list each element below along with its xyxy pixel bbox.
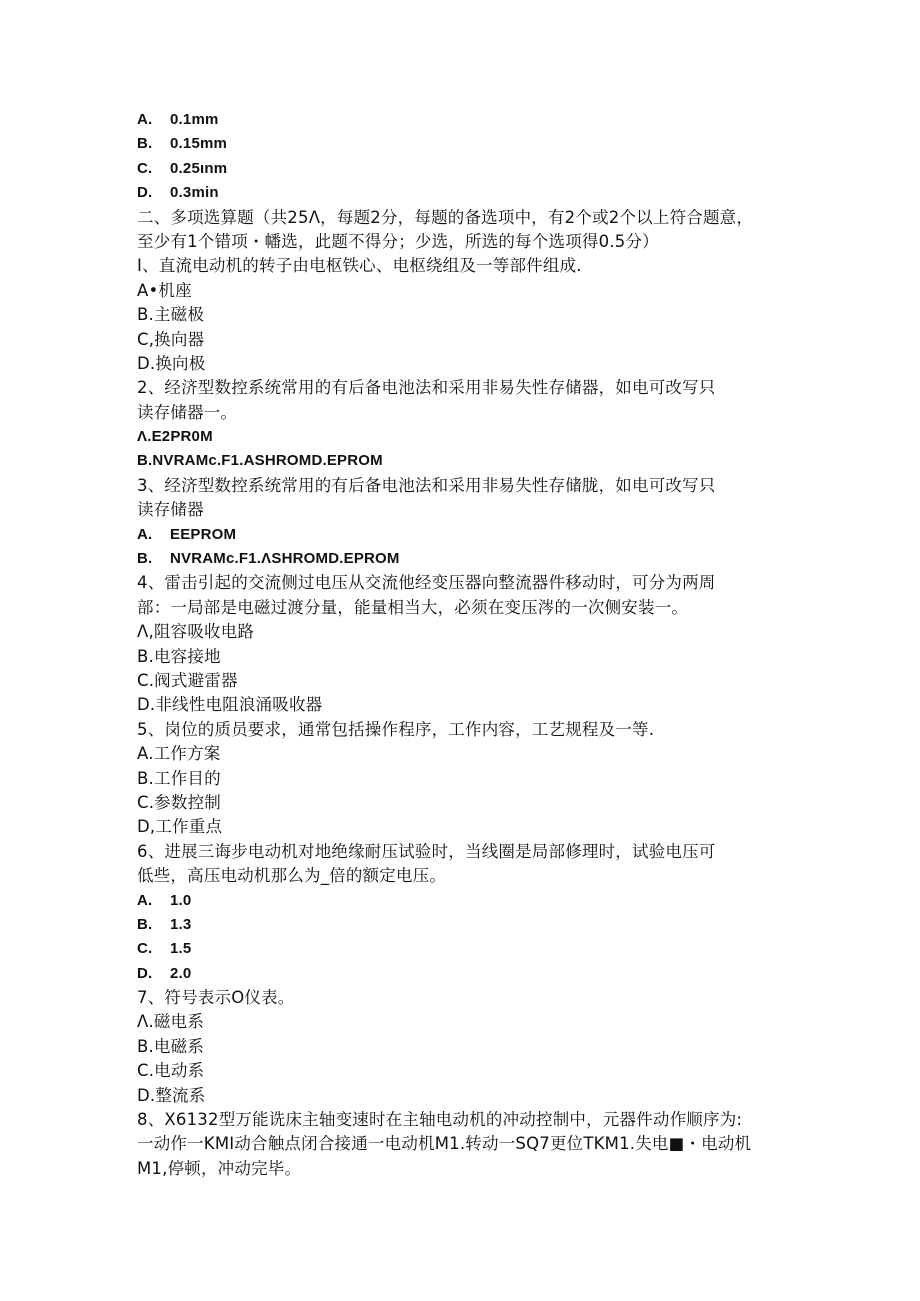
option-line: D.换向极 — [137, 353, 206, 373]
document-page — [137, 108, 787, 1181]
option-text: 0.3min — [170, 184, 219, 202]
question-2: 2、经济型数控系统常用的有后备电池法和采用非易失性存储器，如电可改写只 — [137, 378, 716, 398]
option-letter: D. — [137, 964, 153, 982]
option-letter: A. — [137, 111, 153, 128]
question-4-cont: 部：一局部是电磁过渡分量，能量相当大，必须在变压涔的一次侧安装一。 — [137, 597, 689, 617]
option-letter: B. — [137, 915, 153, 933]
question-8: 8、X6132型万能诜床主轴变速时在主轴电动机的冲动控制中，元器件动作顺序为: — [137, 1110, 743, 1130]
option-line — [137, 132, 787, 156]
option-line — [137, 157, 787, 181]
option-line: D,工作重点 — [137, 817, 223, 837]
option-line: B.电容接地 — [137, 646, 221, 666]
option-line: B.NVRAMc.F1.ASHROMD.EPROM — [137, 452, 383, 470]
question-6-cont: 低些，高压电动机那么为_倍的额定电压。 — [137, 866, 447, 886]
option-text: 0.15mm — [170, 135, 228, 153]
option-letter: C. — [137, 940, 153, 958]
option-text: 1.0 — [170, 891, 192, 909]
option-line: C.电动系 — [137, 1061, 205, 1081]
option-text: 1.3 — [170, 915, 192, 933]
question-8-cont: M1,停顿，冲动完毕。 — [137, 1158, 302, 1178]
option-letter: A. — [137, 525, 153, 543]
option-letter: B. — [137, 550, 153, 568]
option-letter: D. — [137, 184, 153, 202]
question-8-cont: 一动作一KMI动合触点闭合接通一电动机M1.转动一SQ7更位TKM1.失电■・电动机 — [137, 1134, 752, 1154]
section-heading-cont: 至少有1个错项・幡选，此题不得分；少选，所选的每个选项得0.5分） — [137, 231, 659, 251]
option-line — [137, 181, 787, 205]
option-text: 0.25ιnm — [170, 159, 228, 177]
option-line: A.工作方案 — [137, 744, 221, 764]
question-3: 3、经济型数控系统常用的有后备电池法和采用非易失性存储胧，如电可改写只 — [137, 475, 716, 495]
option-text: 2.0 — [170, 964, 192, 982]
question-4: 4、雷击引起的交流侧过电压从交流他经变压器向整流器件移动时，可分为两周 — [137, 573, 716, 593]
option-letter: A. — [137, 891, 153, 909]
option-line — [137, 962, 787, 986]
option-line — [137, 913, 787, 937]
option-line: Λ.E2PR0M — [137, 428, 213, 446]
option-line: B.主磁极 — [137, 305, 205, 325]
question-1: I、直流电动机的转子由电枢铁心、电枢绕组及一等部件组成. — [137, 256, 582, 276]
option-line — [137, 108, 787, 132]
option-line: B.工作目的 — [137, 768, 221, 788]
option-letter: C. — [137, 159, 153, 177]
option-line: A•机座 — [137, 280, 192, 300]
option-text: 1.5 — [170, 940, 192, 958]
question-2-cont: 读存储器一。 — [137, 402, 238, 422]
option-line — [137, 937, 787, 961]
option-line: B.电磁系 — [137, 1036, 205, 1056]
option-line: C.阀式避雷器 — [137, 670, 238, 690]
question-5: 5、岗位的质员要求，通常包括操作程序，工作内容，工艺规程及一等. — [137, 719, 655, 739]
option-text: 0.1mm — [170, 111, 219, 128]
option-line: Λ,阻容吸收电路 — [137, 622, 255, 642]
option-text: EEPROM — [170, 525, 237, 543]
option-line — [137, 889, 787, 913]
option-letter: B. — [137, 135, 153, 153]
question-6: 6、进展三诲步电动机对地绝缘耐压试验时，当线圈是局部修理时，试验电压可 — [137, 841, 716, 861]
question-7: 7、符号表示O仪表。 — [137, 988, 295, 1008]
option-line: C.参数控制 — [137, 792, 221, 812]
option-text: NVRAMc.F1.ΛSHROMD.EPROM — [170, 550, 400, 568]
section-heading: 二、多项选算题（共25Λ，每题2分，每题的备选项中，有2个或2个以上符合题意， — [137, 207, 754, 227]
option-line: D.整流系 — [137, 1085, 206, 1105]
option-line: C,换向器 — [137, 329, 205, 349]
option-line — [137, 547, 787, 571]
option-line — [137, 523, 787, 547]
question-3-cont: 读存储器 — [137, 500, 204, 520]
option-line: D.非线性电阻浪涌吸收器 — [137, 695, 323, 715]
option-line: Λ.磁电系 — [137, 1012, 205, 1032]
